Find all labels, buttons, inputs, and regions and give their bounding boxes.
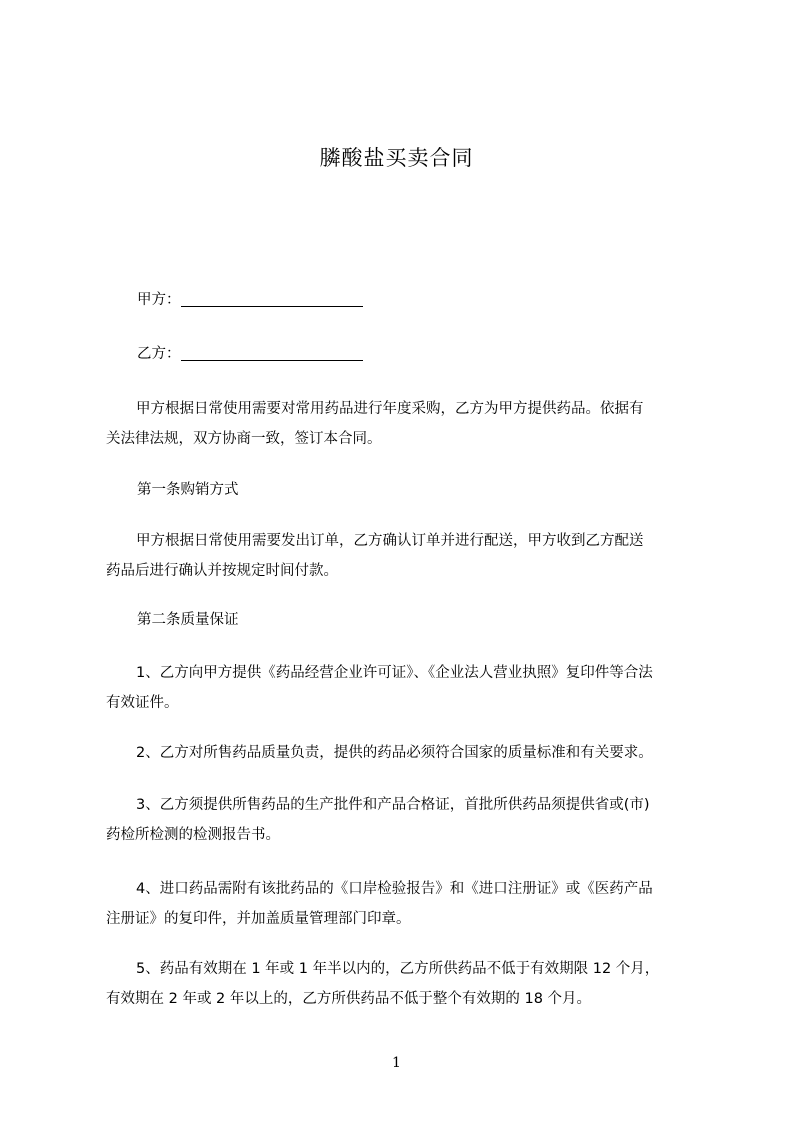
item3-line-1: 3、乙方须提供所售药品的生产批件和产品合格证，首批所供药品须提供省或(市): [136, 797, 650, 813]
article1-heading: 第一条购销方式: [137, 482, 239, 498]
article2-heading: 第二条质量保证: [137, 612, 239, 628]
item2-line-1: 2、乙方对所售药品质量负责，提供的药品必须符合国家的质量标准和有关要求。: [136, 745, 653, 761]
intro-line-2: 关法律法规，双方协商一致，签订本合同。: [106, 431, 382, 447]
item5-line-1: 5、药品有效期在 1 年或 1 年半以内的，乙方所供药品不低于有效期限 12 个月，: [136, 961, 660, 977]
item1-paragraph: [106, 658, 706, 718]
item4-line-1: 4、进口药品需附有该批药品的《口岸检验报告》和《进口注册证》或《医药产品: [136, 881, 653, 897]
party-b-line: [137, 340, 363, 368]
item1-line-2: 有效证件。: [106, 695, 179, 711]
party-b-label: 乙方：: [137, 346, 181, 362]
item3-line-2: 药检所检测的检测报告书。: [106, 827, 280, 843]
item4-paragraph: [106, 874, 706, 934]
intro-paragraph: [106, 394, 706, 454]
article1-line-1: 甲方根据日常使用需要发出订单，乙方确认订单并进行配送，甲方收到乙方配送: [136, 533, 644, 549]
article1-paragraph: [106, 526, 706, 586]
party-a-line: [137, 286, 363, 314]
item1-line-1: 1、乙方向甲方提供《药品经营企业许可证》、《企业法人营业执照》复印件等合法: [136, 665, 653, 681]
item2-paragraph: [106, 738, 706, 768]
article1-line-2: 药品后进行确认并按规定时间付款。: [106, 563, 338, 579]
item5-paragraph: [106, 954, 706, 1014]
party-a-blank: [181, 290, 363, 307]
item4-line-2: 注册证》的复印件，并加盖质量管理部门印章。: [106, 911, 411, 927]
page-number: 1: [392, 1055, 401, 1071]
document-title: 膦酸盐买卖合同: [319, 146, 474, 170]
party-a-label: 甲方：: [137, 292, 181, 308]
intro-line-1: 甲方根据日常使用需要对常用药品进行年度采购，乙方为甲方提供药品。依据有: [136, 401, 644, 417]
item3-paragraph: [106, 790, 706, 850]
item5-line-2: 有效期在 2 年或 2 年以上的，乙方所供药品不低于整个有效期的 18 个月。: [106, 991, 592, 1007]
party-b-blank: [181, 344, 363, 361]
